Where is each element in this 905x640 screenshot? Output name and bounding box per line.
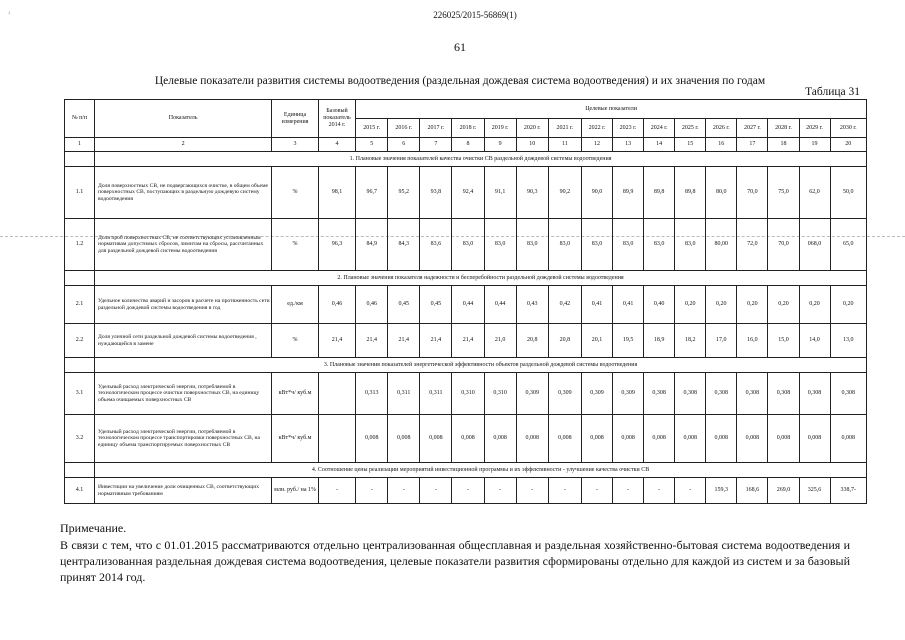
header-num: № п/п [65, 100, 95, 138]
year-value: 83,0 [548, 219, 581, 271]
year-value: 068,0 [799, 219, 830, 271]
column-number: 14 [644, 138, 675, 152]
column-number: 13 [613, 138, 644, 152]
year-value: 95,2 [388, 167, 420, 219]
year-value: 83,0 [581, 219, 612, 271]
header-year: 2028 г. [768, 119, 799, 138]
row-number: 3.1 [65, 373, 95, 415]
year-value: 0,008 [830, 415, 866, 463]
header-year: 2026 г. [706, 119, 737, 138]
year-value: 0,308 [706, 373, 737, 415]
scan-corner-mark: ‹ [8, 8, 11, 17]
page-number: 61 [454, 40, 466, 54]
header-year: 2015 г. [356, 119, 388, 138]
year-value: 0,308 [737, 373, 768, 415]
column-number: 12 [581, 138, 612, 152]
column-number: 7 [420, 138, 452, 152]
year-value: - [675, 478, 706, 504]
year-value: 0,20 [675, 286, 706, 324]
section-row [65, 358, 867, 373]
year-value: 80,00 [706, 219, 737, 271]
year-value: 0,20 [737, 286, 768, 324]
section-row [65, 271, 867, 286]
row-number: 1.2 [65, 219, 95, 271]
year-value: 20,8 [548, 324, 581, 358]
header-indicator: Показатель [95, 100, 272, 138]
year-value: 269,0 [768, 478, 799, 504]
section-title: 3. Плановые значения показателей энергетической эффективности объектов раздельной дождевой системы водоотведения [95, 358, 867, 373]
year-value: 83,0 [644, 219, 675, 271]
header-year: 2025 г. [675, 119, 706, 138]
year-value: 89,9 [613, 167, 644, 219]
year-value: 0,311 [420, 373, 452, 415]
year-value: 0,309 [613, 373, 644, 415]
section-title: 4. Соотношение цены реализации мероприятий инвестиционной программы и их эффективности - улучшение качества очистки СВ [95, 463, 867, 478]
header-year: 2019 г. [484, 119, 516, 138]
year-value: 0,20 [830, 286, 866, 324]
year-value: 90,0 [581, 167, 612, 219]
indicator-name: Удельное количество аварий и засоров в расчете на протяженность сети раздельной дождевой системы водоотведения в год [95, 286, 272, 324]
year-value: 0,20 [768, 286, 799, 324]
header-year: 2027 г. [737, 119, 768, 138]
year-value: - [388, 478, 420, 504]
base-value [318, 373, 355, 415]
indicator-name: Инвестиции на увеличение доли очищенных СВ, соответствующих нормативным требованиям [95, 478, 272, 504]
column-number: 9 [484, 138, 516, 152]
year-value: 0,313 [356, 373, 388, 415]
header-year: 2018 г. [452, 119, 484, 138]
base-value: 21,4 [318, 324, 355, 358]
year-value: 15,0 [768, 324, 799, 358]
year-value: 19,5 [613, 324, 644, 358]
year-value: 21,4 [420, 324, 452, 358]
note-label: Примечание. [60, 521, 127, 535]
year-value: 91,1 [484, 167, 516, 219]
document-id: 226025/2015-56869(1) [433, 10, 517, 20]
unit-cell: % [272, 167, 319, 219]
year-value: 0,008 [768, 415, 799, 463]
column-number: 19 [799, 138, 830, 152]
column-number: 5 [356, 138, 388, 152]
year-value: 83,0 [613, 219, 644, 271]
row-number: 1.1 [65, 167, 95, 219]
unit-cell: млн. руб./ на 1% [272, 478, 319, 504]
unit-cell: % [272, 324, 319, 358]
year-value: 0,008 [799, 415, 830, 463]
column-number: 3 [272, 138, 319, 152]
column-number: 10 [516, 138, 548, 152]
year-value: - [581, 478, 612, 504]
year-value: 21,0 [484, 324, 516, 358]
table-row [65, 324, 867, 358]
year-value: 0,008 [581, 415, 612, 463]
year-value: 21,4 [356, 324, 388, 358]
column-number: 20 [830, 138, 866, 152]
header-year: 2020 г. [516, 119, 548, 138]
year-value: 0,308 [830, 373, 866, 415]
row-number: 2.2 [65, 324, 95, 358]
table-row [65, 415, 867, 463]
year-value: 0,309 [581, 373, 612, 415]
base-value: 96,3 [318, 219, 355, 271]
year-value: 89,8 [675, 167, 706, 219]
column-number: 17 [737, 138, 768, 152]
indicator-name: Удельный расход электрической энергии, потребляемой в технологическом процессе транспортировки поверхностных СВ, на единицу объема транспортируемых поверхностных СВ [95, 415, 272, 463]
year-value: 93,8 [420, 167, 452, 219]
year-value: 0,008 [644, 415, 675, 463]
year-value: - [613, 478, 644, 504]
row-number: 3.2 [65, 415, 95, 463]
header-unit: Единица измерения [272, 100, 319, 138]
table-row [65, 167, 867, 219]
column-number: 6 [388, 138, 420, 152]
year-value: 0,308 [799, 373, 830, 415]
row-number: 2.1 [65, 286, 95, 324]
year-value: 0,008 [613, 415, 644, 463]
indicator-name: Доля проб поверхностных СВ, не соответствующих установленным нормативам допустимых сбросов, лимитам на сбросы, рассчитанных для раздельной дождевой системы водоотведения [95, 219, 272, 271]
year-value: 0,42 [548, 286, 581, 324]
year-value: 83,0 [452, 219, 484, 271]
unit-cell: кВт*ч/ куб.м [272, 373, 319, 415]
year-value: 0,310 [484, 373, 516, 415]
table-row [65, 286, 867, 324]
year-value: 0,309 [516, 373, 548, 415]
unit-cell: % [272, 219, 319, 271]
base-value: - [318, 478, 355, 504]
year-value: 0,44 [452, 286, 484, 324]
note-text: В связи с тем, что с 01.01.2015 рассматриваются отдельно централизованная общесплавная и раздельная хозяйственно-бытовая система водоотведения и централизованная раздельная дождевая система водоотведения, целевые показатели развития сформированы отдельно для каждой из систем и за базовый принят 2014 год. [60, 538, 850, 584]
year-value: 0,20 [706, 286, 737, 324]
year-value: 50,0 [830, 167, 866, 219]
year-value: 0,308 [768, 373, 799, 415]
year-value: 0,008 [706, 415, 737, 463]
year-value: - [452, 478, 484, 504]
year-value: 20,1 [581, 324, 612, 358]
year-value: 0,44 [484, 286, 516, 324]
year-value: 0,310 [452, 373, 484, 415]
page-title: Целевые показатели развития системы водоотведения (раздельная дождевая система водоотведения) и их значения по годам [154, 75, 766, 87]
section-row [65, 463, 867, 478]
column-number: 11 [548, 138, 581, 152]
header-targets: Целевые показатели [356, 100, 867, 119]
year-value: 0,309 [548, 373, 581, 415]
table-label: Таблица 31 [805, 86, 860, 98]
year-value: 0,008 [356, 415, 388, 463]
year-value: - [644, 478, 675, 504]
year-value: 0,41 [581, 286, 612, 324]
year-value: 90,2 [548, 167, 581, 219]
unit-cell: кВт*ч/ куб.м [272, 415, 319, 463]
year-value: 0,008 [484, 415, 516, 463]
year-value: 62,0 [799, 167, 830, 219]
year-value: 338,7- [830, 478, 866, 504]
table-row [65, 373, 867, 415]
section-title: 2. Плановые значения показателя надежности и бесперебойности раздельной дождевой системы водоотведения [95, 271, 867, 286]
year-value: 0,41 [613, 286, 644, 324]
year-value: 159,3 [706, 478, 737, 504]
year-value: 0,008 [388, 415, 420, 463]
row-number: 4.1 [65, 478, 95, 504]
year-value: 168,6 [737, 478, 768, 504]
year-value: 0,008 [675, 415, 706, 463]
year-value: 17,0 [706, 324, 737, 358]
year-value: - [420, 478, 452, 504]
target-indicators-table [64, 99, 867, 504]
year-value: 96,7 [356, 167, 388, 219]
column-number: 8 [452, 138, 484, 152]
year-value: 70,0 [768, 219, 799, 271]
year-value: 16,0 [737, 324, 768, 358]
header-year: 2024 г. [644, 119, 675, 138]
header-year: 2016 г. [388, 119, 420, 138]
year-value: 83,0 [516, 219, 548, 271]
column-number: 15 [675, 138, 706, 152]
year-value: 84,9 [356, 219, 388, 271]
year-value: 0,308 [675, 373, 706, 415]
year-value: 0,008 [516, 415, 548, 463]
section-spacer-cell [65, 152, 95, 167]
indicator-name: Доля поверхностных СВ, не подвергающихся очистке, в общем объеме поверхностных СВ, поступающих в раздельную дождевую систему водоотведения [95, 167, 272, 219]
year-value: 80,0 [706, 167, 737, 219]
year-value: 0,008 [420, 415, 452, 463]
year-value: 18,9 [644, 324, 675, 358]
year-value: 84,3 [388, 219, 420, 271]
year-value: 14,0 [799, 324, 830, 358]
header-year: 2021 г. [548, 119, 581, 138]
year-value: 13,0 [830, 324, 866, 358]
year-value: 92,4 [452, 167, 484, 219]
year-value: 0,46 [356, 286, 388, 324]
table-row [65, 219, 867, 271]
year-value: 72,0 [737, 219, 768, 271]
year-value: 83,0 [675, 219, 706, 271]
year-value: 75,0 [768, 167, 799, 219]
header-year: 2022 г. [581, 119, 612, 138]
section-spacer-cell [65, 358, 95, 373]
year-value: 21,4 [452, 324, 484, 358]
year-value: 0,308 [644, 373, 675, 415]
year-value: 0,008 [452, 415, 484, 463]
base-value [318, 415, 355, 463]
column-number: 4 [318, 138, 355, 152]
header-year: 2030 г. [830, 119, 866, 138]
year-value: 89,8 [644, 167, 675, 219]
table-row [65, 478, 867, 504]
base-value: 98,1 [318, 167, 355, 219]
year-value: 0,008 [737, 415, 768, 463]
year-value: - [548, 478, 581, 504]
year-value: 21,4 [388, 324, 420, 358]
column-number: 1 [65, 138, 95, 152]
year-value: - [516, 478, 548, 504]
year-value: 0,008 [548, 415, 581, 463]
year-value: 70,0 [737, 167, 768, 219]
section-row [65, 152, 867, 167]
section-title: 1. Плановые значения показателей качества очистки СВ раздельной дождевой системы водоотведения [95, 152, 867, 167]
year-value: 83,0 [484, 219, 516, 271]
header-year: 2023 г. [613, 119, 644, 138]
year-value: 0,43 [516, 286, 548, 324]
base-value: 0,46 [318, 286, 355, 324]
header-year: 2017 г. [420, 119, 452, 138]
year-value: 83,6 [420, 219, 452, 271]
year-value: 0,45 [420, 286, 452, 324]
indicator-name: Удельный расход электрической энергии, потребляемой в технологическом процессе очистки поверхностных СВ, на единицу объема очищаемых поверхностных СВ [95, 373, 272, 415]
year-value: 90,3 [516, 167, 548, 219]
year-value: 0,20 [799, 286, 830, 324]
unit-cell: ед./км [272, 286, 319, 324]
indicator-name: Доля уличной сети раздельной дождевой системы водоотведения , нуждающейся в замене [95, 324, 272, 358]
section-spacer-cell [65, 463, 95, 478]
year-value: - [356, 478, 388, 504]
year-value: 0,40 [644, 286, 675, 324]
year-value: 18,2 [675, 324, 706, 358]
year-value: 0,311 [388, 373, 420, 415]
section-spacer-cell [65, 271, 95, 286]
column-number: 2 [95, 138, 272, 152]
column-number: 16 [706, 138, 737, 152]
column-number: 18 [768, 138, 799, 152]
year-value: 0,45 [388, 286, 420, 324]
header-year: 2029 г. [799, 119, 830, 138]
header-base: Базовый показатель 2014 г. [318, 100, 355, 138]
year-value: - [484, 478, 516, 504]
year-value: 20,8 [516, 324, 548, 358]
year-value: 325,6 [799, 478, 830, 504]
year-value: 65,0 [830, 219, 866, 271]
